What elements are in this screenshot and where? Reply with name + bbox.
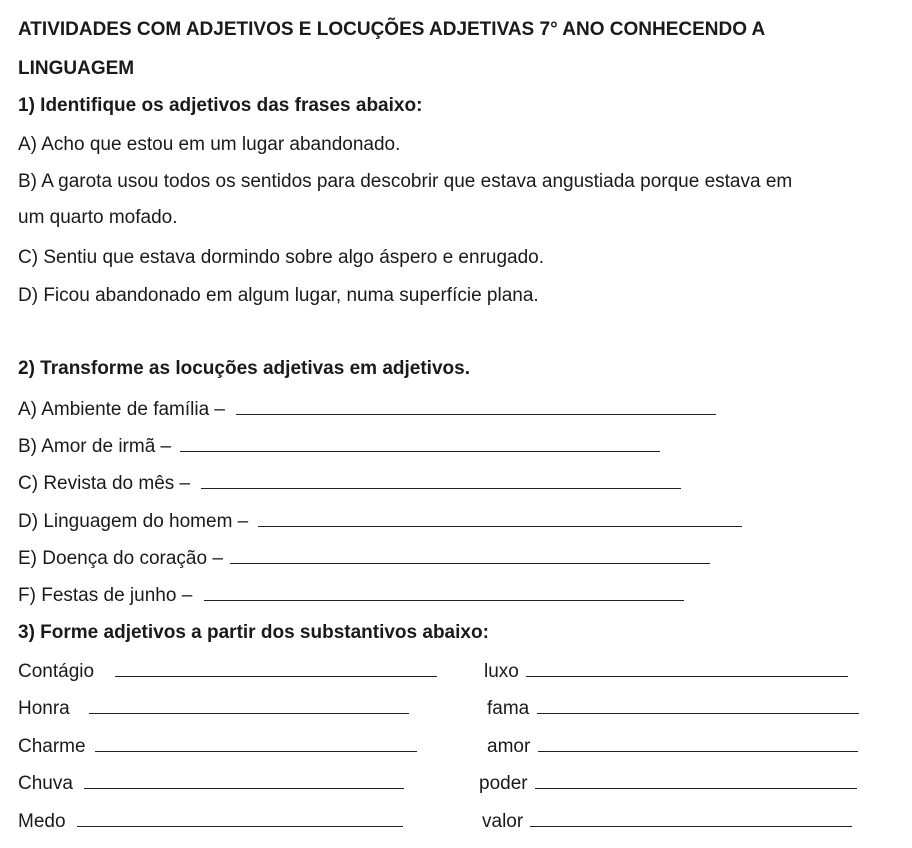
question-2-item xyxy=(18,398,716,419)
answer-blank[interactable] xyxy=(115,660,437,677)
title-line-2: LINGUAGEM xyxy=(18,58,135,79)
question-3-right-item xyxy=(487,735,858,756)
question-2-item-label: C) Revista do mês – xyxy=(18,473,191,494)
question-2-heading: 2) Transforme as locuções adjetivas em adjetivos. xyxy=(18,358,470,379)
answer-blank[interactable] xyxy=(538,735,858,752)
question-1-item-c: C) Sentiu que estava dormindo sobre algo áspero e enrugado. xyxy=(18,247,545,268)
noun-label: Medo xyxy=(18,811,66,832)
answer-blank[interactable] xyxy=(201,472,681,489)
question-2-item xyxy=(18,510,742,531)
answer-blank[interactable] xyxy=(95,735,417,752)
answer-blank[interactable] xyxy=(530,810,852,827)
question-1-item-a: A) Acho que estou em um lugar abandonado. xyxy=(18,134,401,155)
answer-blank[interactable] xyxy=(526,660,848,677)
question-3-left-item xyxy=(18,660,437,681)
noun-label: Charme xyxy=(18,736,86,757)
question-2-item xyxy=(18,472,681,493)
question-2-item-label: D) Linguagem do homem – xyxy=(18,511,249,532)
answer-blank[interactable] xyxy=(180,435,660,452)
answer-blank[interactable] xyxy=(535,772,857,789)
title-line-1: ATIVIDADES COM ADJETIVOS E LOCUÇÕES ADJETIVAS 7° ANO CONHECENDO A xyxy=(18,19,766,40)
question-3-left-item xyxy=(18,735,417,756)
answer-blank[interactable] xyxy=(84,772,404,789)
question-2-item-label: E) Doença do coração – xyxy=(18,548,223,569)
answer-blank[interactable] xyxy=(204,584,684,601)
noun-label: poder xyxy=(479,773,528,794)
noun-label: Chuva xyxy=(18,773,73,794)
noun-label: amor xyxy=(487,736,531,757)
answer-blank[interactable] xyxy=(258,510,742,527)
noun-label: valor xyxy=(482,811,524,832)
question-2-item-label: A) Ambiente de família – xyxy=(18,399,225,420)
question-2-item-label: B) Amor de irmã – xyxy=(18,436,172,457)
question-3-heading: 3) Forme adjetivos a partir dos substantivos abaixo: xyxy=(18,622,489,643)
question-2-item-label: F) Festas de junho – xyxy=(18,585,193,606)
question-1-item-b-line-2: um quarto mofado. xyxy=(18,207,178,228)
noun-label: luxo xyxy=(484,661,519,682)
noun-label: Contágio xyxy=(18,661,95,682)
question-2-item xyxy=(18,547,710,568)
noun-label: fama xyxy=(487,698,530,719)
question-3-left-item xyxy=(18,810,403,831)
answer-blank[interactable] xyxy=(236,398,716,415)
question-3-right-item xyxy=(482,810,852,831)
noun-label: Honra xyxy=(18,698,70,719)
question-3-right-item xyxy=(487,697,859,718)
question-3-left-item xyxy=(18,772,404,793)
question-3-right-item xyxy=(484,660,848,681)
question-3-right-item xyxy=(479,772,857,793)
question-1-item-d: D) Ficou abandonado em algum lugar, numa superfície plana. xyxy=(18,285,539,306)
answer-blank[interactable] xyxy=(537,697,859,714)
answer-blank[interactable] xyxy=(77,810,403,827)
question-1-heading: 1) Identifique os adjetivos das frases abaixo: xyxy=(18,95,423,116)
question-3-left-item xyxy=(18,697,409,718)
question-2-item xyxy=(18,584,684,605)
question-1-item-b-line-1: B) A garota usou todos os sentidos para descobrir que estava angustiada porque estava em xyxy=(18,171,793,192)
answer-blank[interactable] xyxy=(230,547,710,564)
answer-blank[interactable] xyxy=(89,697,409,714)
question-2-item xyxy=(18,435,660,456)
